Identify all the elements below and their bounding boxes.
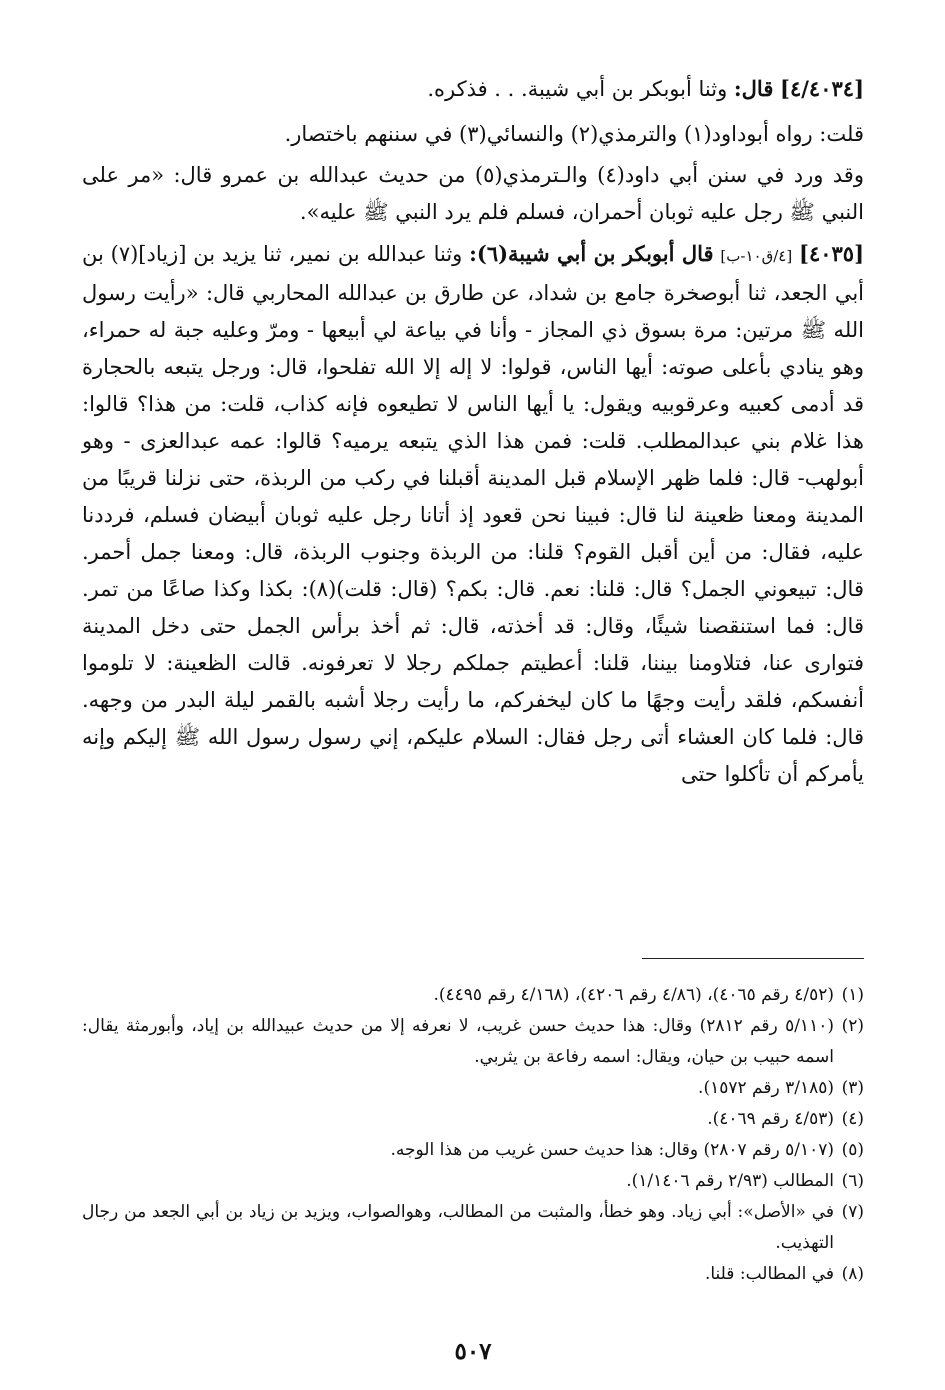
footnote-text: في «الأصل»: أبي زياد. وهو خطأ، والمثبت من المطالب، وهوالصواب، ويزيد بن زياد بن أبي الجعد من رجال التهذيب. xyxy=(82,1202,834,1253)
footnote-item xyxy=(82,1104,864,1135)
hadith-4034 xyxy=(82,70,864,108)
footnote-item xyxy=(82,1011,864,1073)
hadith-number: [٤٠٣٥] xyxy=(799,241,865,266)
page-body xyxy=(82,70,865,1365)
footnote-item xyxy=(82,1259,864,1290)
hadith-4035 xyxy=(82,235,864,793)
footnote-number: (٦) xyxy=(841,1171,864,1191)
footnote-number: (٢) xyxy=(841,1016,864,1036)
hadith-number: [٤/٤٠٣٤] xyxy=(780,76,864,101)
commentary-paragraph xyxy=(82,116,864,153)
footnote-text: (٤/٥٣ رقم ٤٠٦٩). xyxy=(707,1109,834,1129)
footnote-text: (٤/٥٢ رقم ٤٠٦٥)، (٤/٨٦ رقم ٤٢٠٦)، (٤/١٦٨ رقم ٤٤٩٥). xyxy=(433,985,834,1005)
footnote-number: (٨) xyxy=(841,1264,864,1284)
hadith-lead: قال: xyxy=(733,76,774,101)
footnotes xyxy=(82,980,864,1290)
commentary-paragraph xyxy=(82,157,864,231)
footnote-item xyxy=(82,1197,864,1259)
commentary-text: وقد ورد في سنن أبي داود(٤) والـترمذي(٥) من حديث عبدالله بن عمرو قال: «مر على النبي ﷺ رجل عليه ثوبان أحمران، فسلم فلم يرد النبي ﷺ عليه». xyxy=(82,163,864,224)
page-number: ٥٠٧ xyxy=(454,1338,492,1365)
footnote-text: في المطالب: قلنا. xyxy=(704,1264,834,1284)
manuscript-reference: [٤/ق١٠-ب] xyxy=(720,247,793,265)
footnote-item xyxy=(82,980,864,1011)
footnote-number: (٤) xyxy=(841,1109,864,1129)
footnote-text: (٥/١١٠ رقم ٢٨١٢) وقال: هذا حديث حسن غريب، لا نعرفه إلا من حديث عبيدالله بن إياد، وأبورمثة يقال: اسمه حبيب بن حيان، ويقال: اسمه رفاعة بن يثربي. xyxy=(82,1016,834,1067)
footnote-item xyxy=(82,1166,864,1197)
footnote-number: (٧) xyxy=(841,1202,864,1222)
footnote-divider xyxy=(642,958,864,959)
hadith-text: وثنا أبوبكر بن أبي شيبة. . . فذكره. xyxy=(427,77,728,101)
footnote-item xyxy=(82,1073,864,1104)
footnote-text: (٣/١٨٥ رقم ١٥٧٢). xyxy=(698,1078,834,1098)
hadith-lead: قال أبوبكر بن أبي شيبة(٦): xyxy=(469,241,714,266)
commentary-text: قلت: رواه أبوداود(١) والترمذي(٢) والنسائي(٣) في سننهم باختصار. xyxy=(284,122,864,146)
footnote-text: (٥/١٠٧ رقم ٢٨٠٧) وقال: هذا حديث حسن غريب من هذا الوجه. xyxy=(390,1140,834,1160)
footnote-number: (١) xyxy=(841,985,864,1005)
hadith-text: وثنا عبدالله بن نمير، ثنا يزيد بن [زياد](٧) بن أبي الجعد، ثنا أبوصخرة جامع بن شداد، عن طارق بن عبدالله المحاربي قال: «رأيت رسول الله ﷺ مرتين: مرة بسوق ذي المجاز - وأنا في بياعة لي أبيعها - ومرّ وعليه جبة له حمراء، وهو ينادي بأعلى صوته: أيها الناس، قولوا: لا إله إلا الله تفلحوا، قال: ورجل يتبعه بالحجارة قد أدمى كعبيه وعرقوبيه ويقول: يا أيها الناس لا تطيعوه فإنه كذاب، قلت: من هذا؟ قالوا: هذا غلام بني عبدالمطلب. قلت: فمن هذا الذي يتبعه يرميه؟ قالوا: عمه عبدالعزى - وهو أبولهب- قال: فلما ظهر الإسلام قبل المدينة أقبلنا في ركب من الربذة، حتى نزلنا قريبًا من المدينة ومعنا ظعينة لنا قال: فبينا نحن قعود إذ أتانا رجل عليه ثوبان أبيضان فسلم، فرددنا عليه، فقال: من أين أقبل القوم؟ قلنا: من الربذة وجنوب الربذة، قال: ومعنا جمل أحمر. قال: تبيعوني الجمل؟ قال: قلنا: نعم. قال: بكم؟ (قال: قلت)(٨): بكذا وكذا صاعًا من تمر. قال: فما استنقصنا شيئًا، وقال: قد أخذته، قال: ثم أخذ برأس الجمل حتى دخل المدينة فتوارى عنا، فتلاومنا بيننا، قلنا: أعطيتم جملكم رجلا لا تعرفونه. قالت الظعينة: لا تلوموا أنفسكم، فلقد رأيت وجهًا ما كان ليخفركم، ما رأيت رجلا أشبه بالقمر ليلة البدر من وجهه. قال: فلما كان العشاء أتى رجل فقال: السلام عليكم، إني رسول رسول الله ﷺ إليكم وإنه يأمركم أن تأكلوا حتى xyxy=(82,242,865,786)
footnote-item xyxy=(82,1135,864,1166)
footnote-text: المطالب (٢/٩٣ رقم ١/١٤٠٦). xyxy=(626,1171,834,1191)
footnote-number: (٣) xyxy=(841,1078,864,1098)
footnote-number: (٥) xyxy=(841,1140,864,1160)
